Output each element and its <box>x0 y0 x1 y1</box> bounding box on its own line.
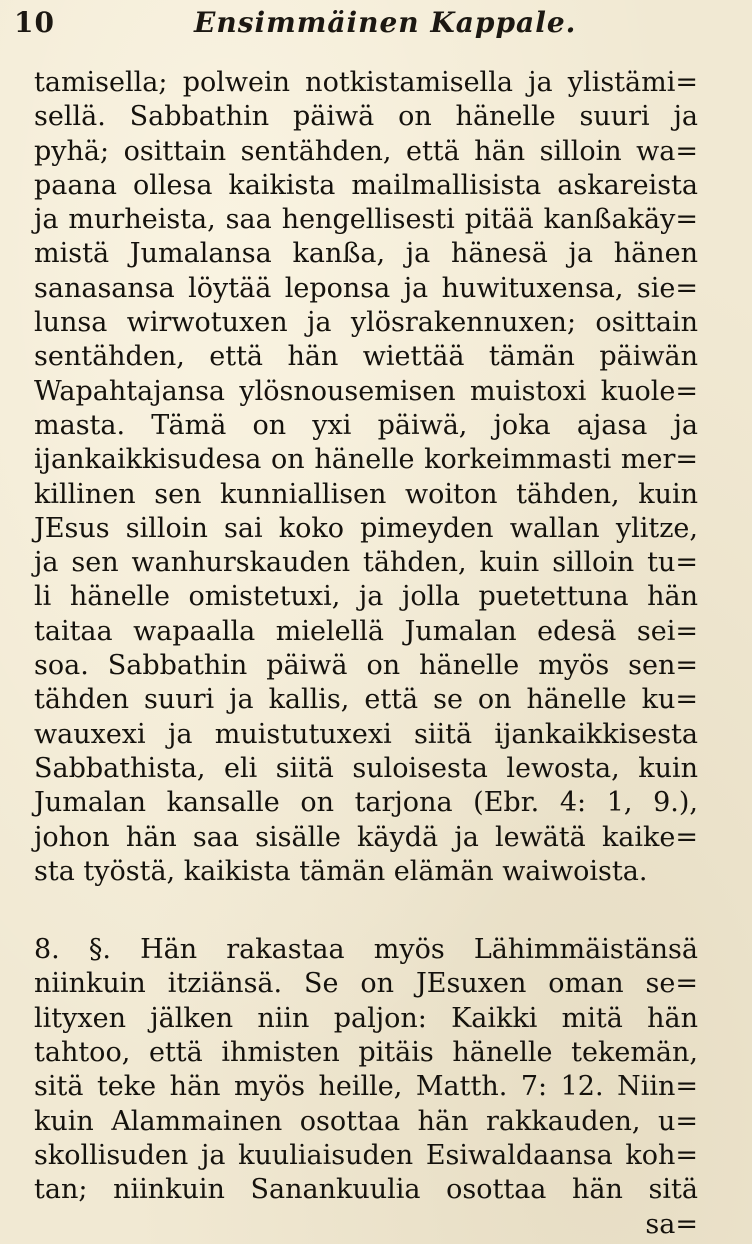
text-line: tahtoo, että ihmisten pitäis hänelle tekemän, <box>34 1037 698 1069</box>
page-number: 10 <box>14 6 55 39</box>
catchword: sa= <box>645 1208 698 1240</box>
text-line: tähden suuri ja kallis, että se on hänelle ku= <box>34 684 698 716</box>
text-line: li hänelle omistetuxi, ja jolla puetettuna hän <box>34 581 698 613</box>
section-heading-line: 8. §. Hän rakastaa myös Lähimmäistänsä <box>34 934 698 966</box>
text-line: johon hän saa sisälle käydä ja lewätä kaike= <box>34 821 698 853</box>
text-line: Jumalan kansalle on tarjona (Ebr. 4: 1, 9.), <box>34 787 698 819</box>
text-line: ja sen wanhurskauden tähden, kuin silloin tu= <box>34 547 698 579</box>
text-line: kuin Alammainen osottaa hän rakkauden, u= <box>34 1105 698 1137</box>
body-text <box>34 66 698 1242</box>
text-line: killinen sen kunniallisen woiton tähden, kuin <box>34 478 698 510</box>
text-line: lityxen jälken niin paljon: Kaikki mitä hän <box>34 1002 698 1034</box>
running-head: Ensimmäinen Kappale. <box>194 6 577 39</box>
text-line: tan; niinkuin Sanankuulia osottaa hän sitä <box>34 1174 698 1206</box>
text-line: niinkuin itziänsä. Se on JEsuxen oman se= <box>34 968 698 1000</box>
text-line: JEsus silloin sai koko pimeyden wallan ylitze, <box>34 512 698 544</box>
text-line: ijankaikkisudesa on hänelle korkeimmasti mer= <box>34 444 698 476</box>
text-line: soa. Sabbathin päiwä on hänelle myös sen= <box>34 650 698 682</box>
page-header <box>14 6 734 44</box>
text-line: wauxexi ja muistutuxexi siitä ijankaikkisesta <box>34 718 698 750</box>
text-line: pyhä; osittain sentähden, että hän silloin wa= <box>34 135 698 167</box>
text-line: sitä teke hän myös heille, Matth. 7: 12. Niin= <box>34 1071 698 1103</box>
text-line: tamisella; polwein notkistamisella ja ylistämi= <box>34 67 698 98</box>
text-line: sanasansa löytää leponsa ja huwituxensa, sie= <box>34 272 698 304</box>
text-line: skollisuden ja kuuliaisuden Esiwaldaansa koh= <box>34 1139 698 1171</box>
text-line: masta. Tämä on yxi päiwä, joka ajasa ja <box>34 409 698 441</box>
paragraph-2 <box>34 933 698 1242</box>
text-line: Wapahtajansa ylösnousemisen muistoxi kuole= <box>34 375 698 407</box>
text-line: mistä Jumalansa kanßa, ja hänesä ja hänen <box>34 238 698 270</box>
text-line: ja murheista, saa hengellisesti pitää kanßakäy= <box>34 204 698 236</box>
text-line: taitaa wapaalla mielellä Jumalan edesä sei= <box>34 615 698 647</box>
text-line: sellä. Sabbathin päiwä on hänelle suuri ja <box>34 101 698 133</box>
text-line: Sabbathista, eli siitä suloisesta lewosta, kuin <box>34 752 698 784</box>
text-line: sta työstä, kaikista tämän elämän waiwoista. <box>34 855 648 887</box>
paragraph-1 <box>34 66 698 889</box>
text-line: lunsa wirwotuxen ja ylösrakennuxen; osittain <box>34 307 698 339</box>
text-line: sentähden, että hän wiettää tämän päiwän <box>34 341 698 373</box>
text-line: paana ollesa kaikista mailmallisista askareista <box>34 169 698 201</box>
